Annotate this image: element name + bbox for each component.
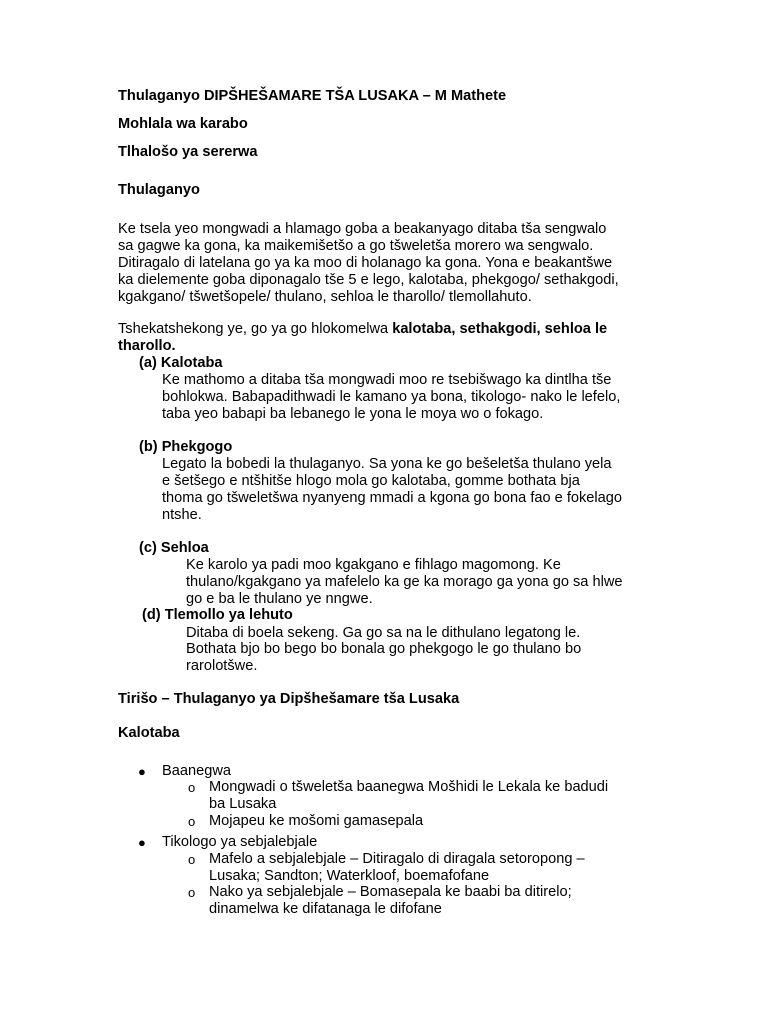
intro-line: ka dielemente goba diponagalo tše 5 e lego, kalotaba, phekgogo/ sethakgodi, — [118, 272, 619, 288]
element-text-line: ntshe. — [162, 507, 202, 523]
sub-bullet-text: Nako ya sebjalebjale – Bomasepala ke baabi ba ditirelo; — [209, 884, 572, 900]
focus-elements: kalotaba, sethakgodi, sehloa le — [392, 321, 608, 337]
section-heading: Thulaganyo — [118, 182, 200, 198]
bullet-icon: ● — [138, 835, 146, 850]
application-heading: Tirišo – Thulaganyo ya Dipšhešamare tša Lusaka — [118, 691, 460, 707]
element-text-line: Legato la bobedi la thulaganyo. Sa yona ke go bešeletša thulano yela — [162, 456, 612, 472]
sub-bullet-icon: o — [188, 814, 196, 829]
bullet-icon: ● — [138, 764, 146, 779]
element-text-line: go e ba le thulano ye nngwe. — [186, 591, 373, 607]
sub-bullet-icon: o — [188, 885, 196, 900]
focus-elements-cont: tharollo. — [118, 338, 176, 354]
sub-bullet-text: ba Lusaka — [209, 796, 277, 812]
sub-subtitle: Tlhalošo ya sererwa — [118, 144, 258, 160]
element-heading-phekgogo: (b) Phekgogo — [139, 439, 233, 455]
document-title: Thulaganyo DIPŠHEŠAMARE TŠA LUSAKA – M Mathete — [118, 88, 507, 104]
sub-bullet-text: Lusaka; Sandton; Waterkloof, boemafofane — [209, 868, 490, 884]
element-heading-kalotaba: (a) Kalotaba — [139, 355, 223, 371]
element-text-line: e šetšego e ntšhitše hlogo mola go kalotaba, gomme bothata bja — [162, 473, 580, 489]
intro-line: sa gagwe ka gona, ka maikemišetšo a go tšweletša morero wa sengwalo. — [118, 238, 594, 254]
element-text-line: bohlokwa. Babapadithwadi le kamano ya bona, tikologo- nako le lefelo, — [162, 389, 621, 405]
element-text-line: taba yeo babapi ba lebanego le yona le moya wo o fokago. — [162, 406, 544, 422]
intro-line: Ke tsela yeo mongwadi a hlamago goba a beakanyago ditaba tša sengwalo — [118, 221, 607, 237]
subtitle: Mohlala wa karabo — [118, 116, 248, 132]
bullet-label: Baanegwa — [162, 763, 231, 779]
element-heading-sehloa: (c) Sehloa — [139, 540, 209, 556]
sub-bullet-icon: o — [188, 780, 196, 795]
element-heading-tlemollo: (d) Tlemollo ya lehuto — [142, 607, 293, 623]
focus-prefix: Tshekatshekong ye, go ya go hlokomelwa — [118, 321, 393, 337]
sub-bullet-text: dinamelwa ke difatanaga le difofane — [209, 901, 442, 917]
sub-bullet-icon: o — [188, 852, 196, 867]
sub-bullet-text: Mongwadi o tšweletša baanegwa Mošhidi le Lekala ke badudi — [209, 779, 609, 795]
sub-bullet-text: Mojapeu ke mošomi gamasepala — [209, 813, 424, 829]
element-text-line: rarolotšwe. — [186, 658, 258, 674]
intro-line: kgakgano/ tšwetšopele/ thulano, sehloa le tharollo/ tlemollahuto. — [118, 289, 532, 305]
element-text-line: Bothata bjo bo bego bo bonala go phekgogo le go thulano bo — [186, 641, 582, 657]
bullet-label: Tikologo ya sebjalebjale — [162, 834, 318, 850]
element-text-line: Ke karolo ya padi moo kgakgano e fihlago magomong. Ke — [186, 557, 561, 573]
kalotaba-heading: Kalotaba — [118, 725, 180, 741]
focus-statement — [118, 321, 607, 338]
element-text-line: Ditaba di boela sekeng. Ga go sa na le dithulano legatong le. — [186, 625, 581, 641]
element-text-line: thulano/kgakgano ya mafelelo ka ge ka morago ga yona go sa hlwe — [186, 574, 623, 590]
intro-line: Ditiragalo di latelana go ya ka moo di holanago ka gona. Yona e beakantšwe — [118, 255, 613, 271]
element-text-line: Ke mathomo a ditaba tša mongwadi moo re tsebišwago ka dintlha tše — [162, 372, 612, 388]
element-text-line: thoma go tšweletšwa nyanyeng mmadi a kgona go bona fao e fokelago — [162, 490, 623, 506]
sub-bullet-text: Mafelo a sebjalebjale – Ditiragalo di diragala setoropong – — [209, 851, 585, 867]
